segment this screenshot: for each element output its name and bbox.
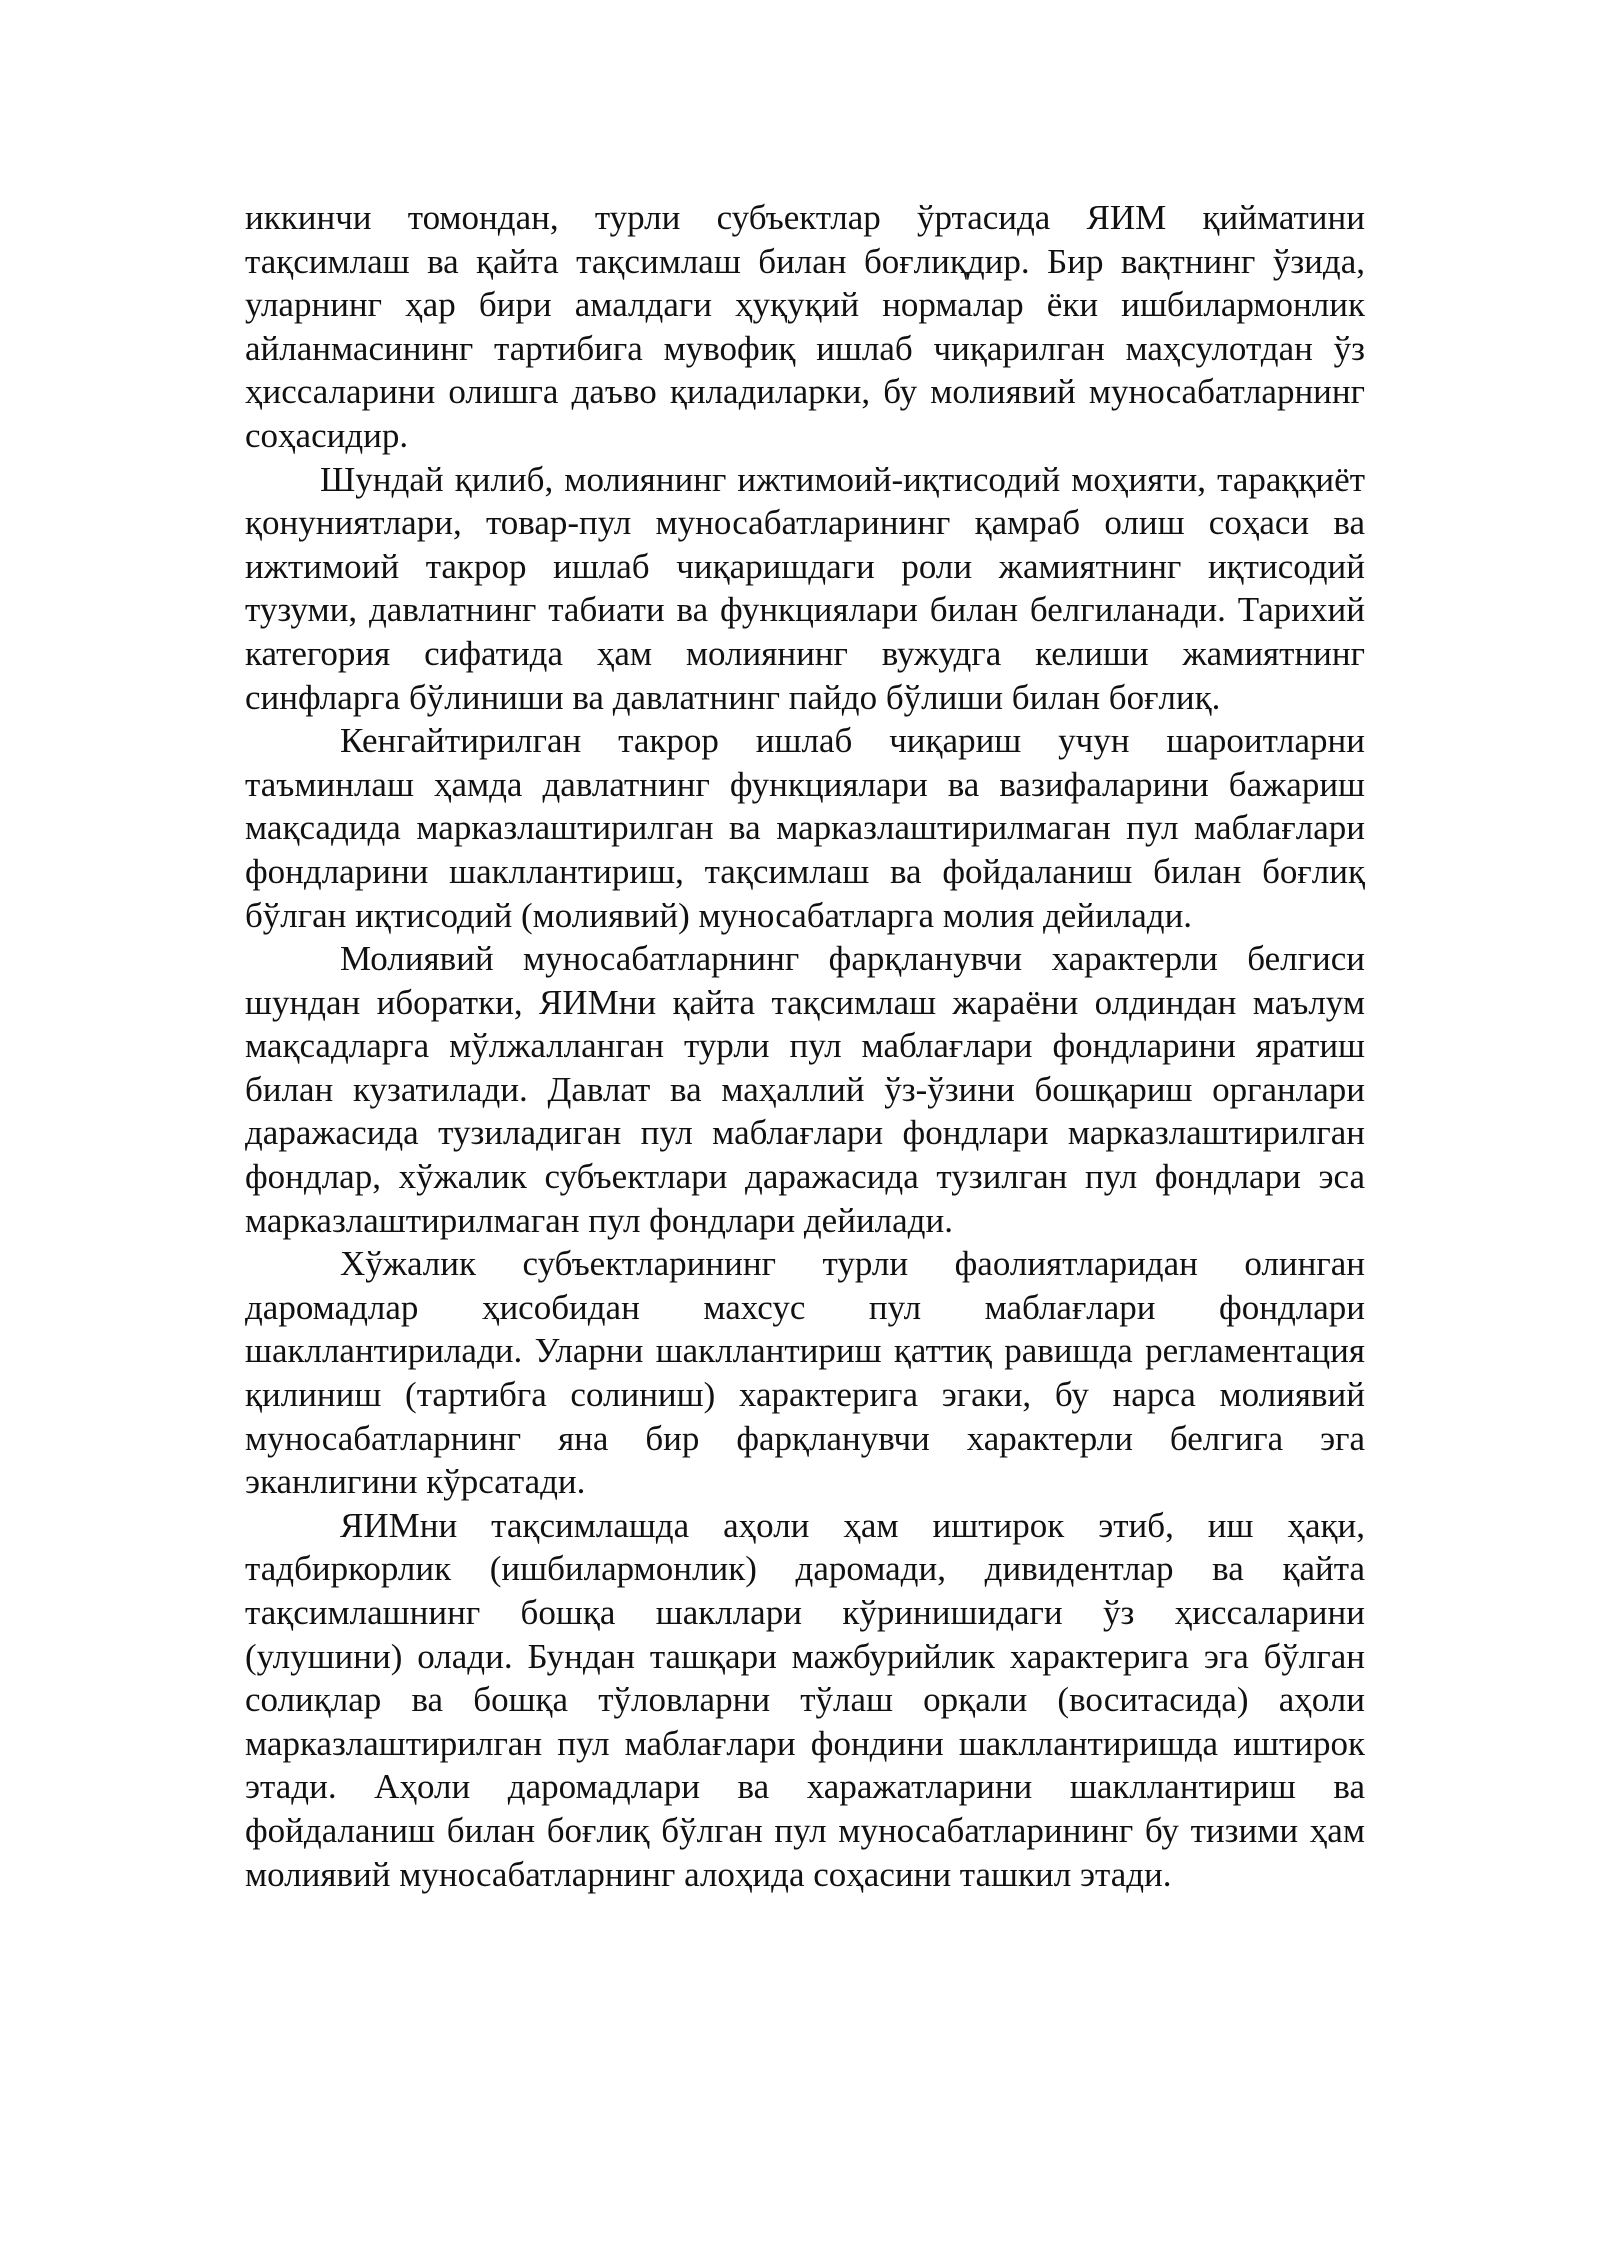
paragraph-4: Молиявий муносабатларнинг фарқланувчи характерли белгиси шундан иборатки, ЯИМни қайта тақсимлаш жараёни олдиндан маълум мақсадларга мўлжалланган турли пул маблағлари фондларини яратиш билан кузатилади. Давлат ва маҳаллий ўз-ўзини бошқариш органлари даражасида тузиладиган пул маблағлари фондлари марказлаштирилган фондлар, хўжалик субъектлари даражасида тузилган пул фондлари эса марказлаштирилмаган пул фондлари дейилади. bbox=[245, 939, 1365, 1240]
document-body bbox=[245, 196, 1365, 1896]
paragraph-1: иккинчи томондан, турли субъектлар ўртасида ЯИМ қийматини тақсимлаш ва қайта тақсимлаш билан боғлиқдир. Бир вақтнинг ўзида, уларнинг ҳар бири амалдаги ҳуқуқий нормалар ёки ишбилармонлик айланмасининг тартибига мувофиқ ишлаб чиқарилган маҳсулотдан ўз ҳиссаларини олишга даъво қиладиларки, бу молиявий муносабатларнинг соҳасидир. bbox=[245, 198, 1365, 455]
paragraph-3: Кенгайтирилган такрор ишлаб чиқариш учун шароитларни таъминлаш ҳамда давлатнинг функциялари ва вазифаларини бажариш мақсадида марказлаштирилган ва марказлаштирилмаган пул маблағлари фондларини шакллантириш, тақсимлаш ва фойдаланиш билан боғлиқ бўлган иқтисодий (молиявий) муносабатларга молия дейилади. bbox=[245, 721, 1365, 935]
paragraph-2: Шундай қилиб, молиянинг ижтимоий-иқтисодий моҳияти, тараққиёт қонуниятлари, товар-пул муносабатларининг қамраб олиш соҳаси ва ижтимоий такрор ишлаб чиқаришдаги роли жамиятнинг иқтисодий тузуми, давлатнинг табиати ва функциялари билан белгиланади. Тарихий категория сифатида ҳам молиянинг вужудга келиши жамиятнинг синфларга бўлиниши ва давлатнинг пайдо бўлиши билан боғлиқ. bbox=[245, 459, 1365, 717]
paragraph-6: ЯИМни тақсимлашда аҳоли ҳам иштирок этиб, иш ҳақи, тадбиркорлик (ишбилармонлик) даромади, дивидентлар ва қайта тақсимлашнинг бошқа шакллари кўринишидаги ўз ҳиссаларини (улушини) олади. Бундан ташқари мажбурийлик характерига эга бўлган солиқлар ва бошқа тўловларни тўлаш орқали (воситасида) аҳоли марказлаштирилган пул маблағлари фондини шакллантиришда иштирок этади. Аҳоли даромадлари ва харажатларини шакллантириш ва фойдаланиш билан боғлиқ бўлган пул муносабатларининг бу тизими ҳам молиявий муносабатларнинг алоҳида соҳасини ташкил этади. bbox=[245, 1505, 1365, 1894]
paragraph-5: Хўжалик субъектларининг турли фаолиятларидан олинган даромадлар ҳисобидан махсус пул маблағлари фондлари шакллантирилади. Уларни шакллантириш қаттиқ равишда регламентация қилиниш (тартибга солиниш) характерига эгаки, бу нарса молиявий муносабатларнинг яна бир фарқланувчи характерли белгига эга эканлигини кўрсатади. bbox=[245, 1244, 1365, 1502]
